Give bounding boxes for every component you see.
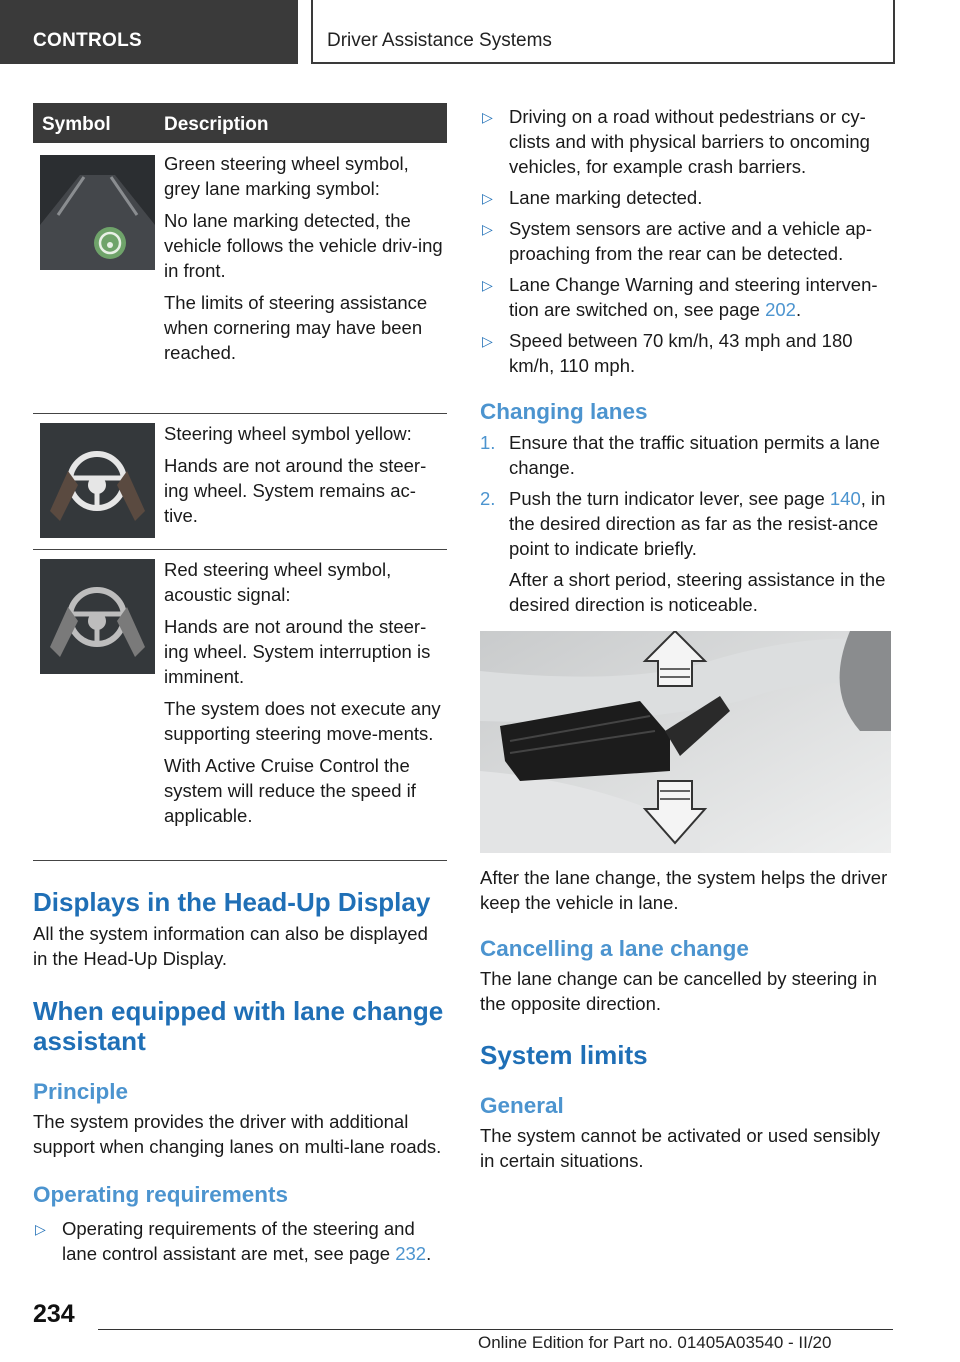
table-row (33, 143, 447, 414)
symbol-column-header: Symbol (42, 114, 111, 135)
cancelling-heading: Cancelling a lane change (480, 936, 749, 961)
list-item: ▷ Speed between 70 km/h, 43 mph and 180 km/h, 110 mph. (482, 330, 853, 376)
hud-heading: Displays in the Head-Up Display (33, 887, 431, 917)
list-item: 2. Push the turn indicator lever, see page 140, in the desired direction as far as the resist-ance point to indicate briefly. After a short period, steering assistance in the desired direction is noticeable. (480, 486, 896, 617)
description-text: Hands are not around the steer-ing wheel. System remains ac-tive. (164, 455, 427, 526)
changing-lanes-heading: Changing lanes (480, 399, 648, 424)
general-text: The system cannot be activated or used sensibly in certain situations. (480, 1125, 881, 1171)
steps-list (480, 430, 896, 617)
turn-indicator-lever-illustration (480, 631, 891, 853)
list-item: ▷ Operating requirements of the steering and lane control assistant are met, see page 232. (35, 1218, 432, 1264)
triangle-bullet-icon: ▷ (35, 1221, 46, 1237)
red-hands-off-steering-icon (40, 559, 155, 674)
description-text: No lane marking detected, the vehicle follows the vehicle driv-ing in front. (164, 210, 443, 281)
table-header (33, 103, 447, 143)
description-text: Red steering wheel symbol, acoustic signal: (164, 559, 392, 605)
description-text: The limits of steering assistance when cornering may have been reached. (164, 292, 428, 363)
after-lane-change-text: After the lane change, the system helps the driver keep the vehicle in lane. (480, 867, 888, 913)
description-text: Green steering wheel symbol, grey lane marking symbol: (164, 153, 409, 199)
requirements-list (33, 1216, 447, 1266)
triangle-bullet-icon: ▷ (482, 333, 493, 349)
list-item: 1. Ensure that the traffic situation permits a lane change. (480, 432, 880, 478)
list-item: ▷ Lane marking detected. (480, 185, 896, 210)
list-item: ▷ Driving on a road without pedestrians or cy-clists and with physical barriers to oncoming vehicles, for example crash barriers. (482, 106, 870, 177)
step-note: After a short period, steering assistance in the desired direction is noticeable. (509, 569, 886, 615)
principle-heading: Principle (33, 1079, 129, 1104)
page-link[interactable]: 232 (395, 1243, 427, 1264)
hud-text: All the system information can also be displayed in the Head-Up Display. (33, 923, 428, 969)
edition-text: Online Edition for Part no. 01405A03540 - II/20 (478, 1333, 832, 1352)
chapter-title: Driver Assistance Systems (327, 30, 552, 51)
page-number: 234 (33, 1300, 75, 1328)
cancelling-text: The lane change can be cancelled by steering in the opposite direction. (480, 968, 877, 1014)
table-row (33, 414, 447, 550)
lane-change-assistant-heading: When equipped with lane change assistant (33, 996, 444, 1056)
description-text: Steering wheel symbol yellow: (164, 423, 412, 444)
triangle-bullet-icon: ▷ (482, 190, 493, 206)
table-row (33, 550, 447, 861)
description-text: The system does not execute any supporting steering move-ments. (164, 698, 441, 744)
green-steering-wheel-lane-icon (40, 155, 155, 270)
chapter-tab (311, 0, 895, 64)
left-column (33, 103, 447, 1272)
triangle-bullet-icon: ▷ (482, 109, 493, 125)
description-text: With Active Cruise Control the system will reduce the speed if applicable. (164, 755, 416, 826)
operating-requirements-heading: Operating requirements (33, 1182, 289, 1207)
triangle-bullet-icon: ▷ (482, 221, 493, 237)
page-link[interactable]: 140 (829, 488, 861, 509)
section-title: CONTROLS (33, 30, 143, 51)
principle-text: The system provides the driver with additional support when changing lanes on multi-lane roads. (33, 1111, 442, 1157)
general-heading: General (480, 1093, 564, 1118)
triangle-bullet-icon: ▷ (482, 277, 493, 293)
right-column (480, 103, 896, 1173)
footer-divider (98, 1329, 893, 1330)
yellow-hands-off-steering-icon (40, 423, 155, 538)
section-tab (0, 0, 298, 64)
page-link[interactable]: 202 (765, 299, 796, 320)
description-text: Hands are not around the steer-ing wheel. System interruption is imminent. (164, 616, 431, 687)
description-column-header: Description (164, 114, 269, 135)
list-item: ▷ System sensors are active and a vehicle ap-proaching from the rear can be detected. (482, 218, 872, 264)
list-item: ▷ Lane Change Warning and steering interven-tion are switched on, see page 202. (482, 274, 878, 320)
requirements-list-continued (480, 104, 896, 378)
system-limits-heading: System limits (480, 1040, 648, 1070)
